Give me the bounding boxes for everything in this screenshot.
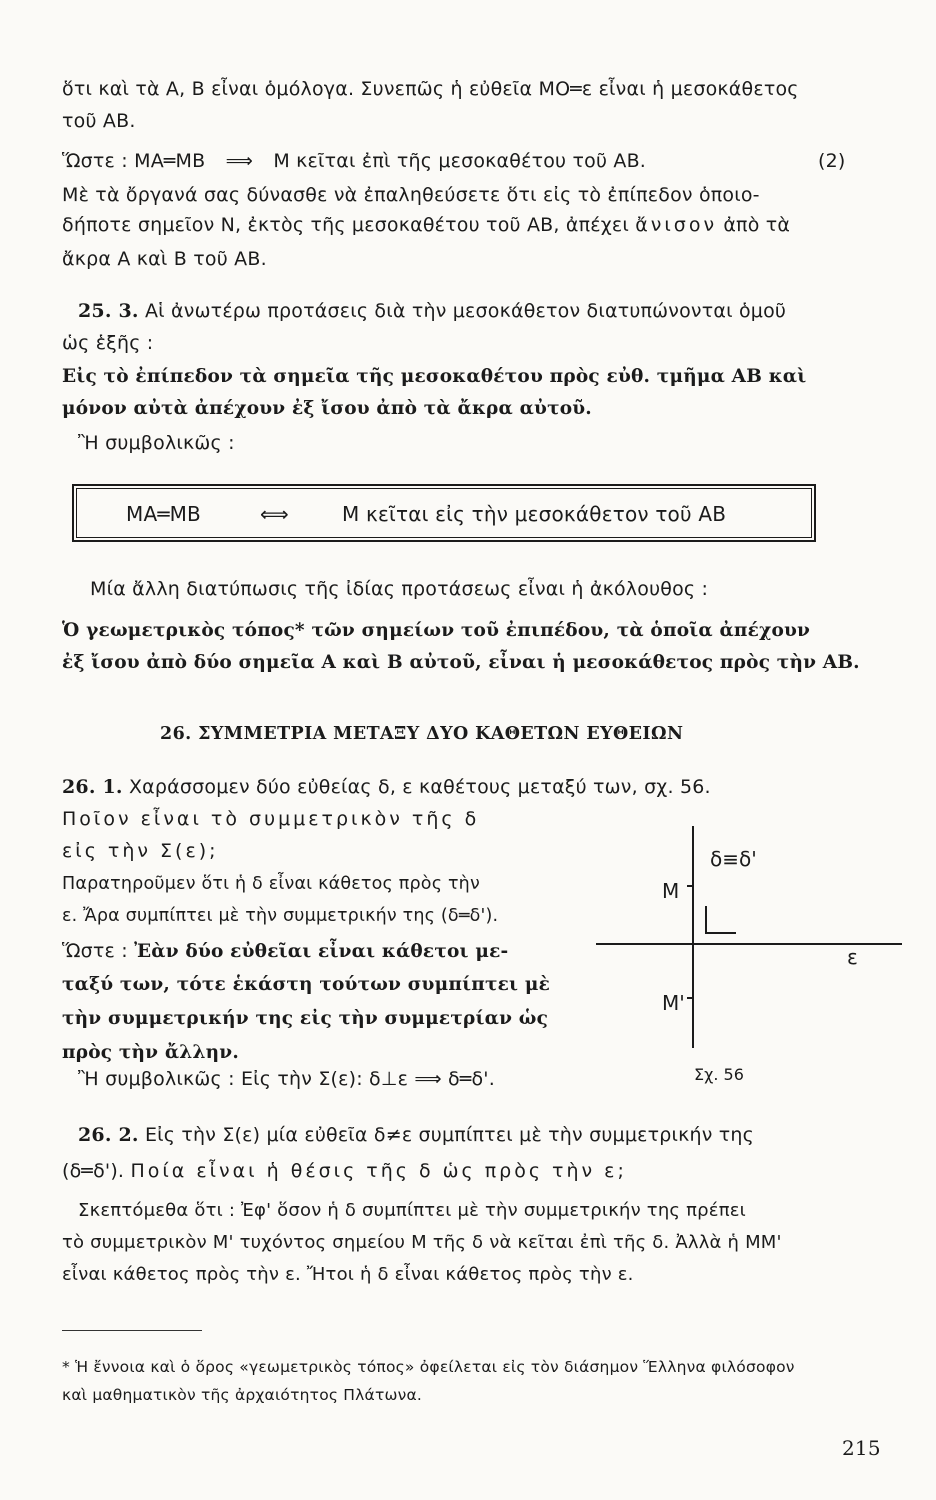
equation-number: (2)	[818, 150, 846, 172]
bold-statement: ἐξ ἴσου ἀπὸ δύο σημεῖα Α καὶ Β αὐτοῦ, εἶναι ἡ μεσοκάθετος πρὸς τὴν ΑΒ.	[62, 652, 860, 673]
section-number: 26. 1.	[62, 776, 123, 798]
text-line: ἄκρα Α καὶ Β τοῦ ΑΒ.	[62, 248, 267, 270]
text-line: Μὲ τὰ ὄργανά σας δύνασθε νὰ ἐπαληθεύσετε ὅτι εἰς τὸ ἐπίπεδον ὁποιο-	[62, 184, 760, 206]
text-segment: ἀπὸ τὰ	[723, 214, 791, 236]
text-line	[62, 214, 790, 236]
page-number: 215	[842, 1436, 881, 1460]
figure-caption: Σχ. 56	[694, 1065, 744, 1084]
figure-56	[596, 826, 908, 1088]
text-segment: δήποτε σημεῖον Ν, ἐκτὸς τῆς μεσοκαθέτου τοῦ ΑΒ, ἀπέχει	[62, 214, 629, 236]
section-number: 25. 3.	[78, 300, 139, 322]
text-line	[62, 940, 508, 962]
statement: Μ κεῖται ἐπὶ τῆς μεσοκαθέτου τοῦ ΑΒ.	[273, 150, 647, 172]
text-line	[62, 150, 646, 172]
text-line: ὅτι καὶ τὰ Α, Β εἶναι ὁμόλογα. Συνεπῶς ἡ εὐθεῖα ΜΟ═ε εἶναι ἡ μεσοκάθετος	[62, 78, 799, 100]
spaced-question: εἰς τὴν Σ(ε);	[62, 840, 219, 862]
text-line: Ἢ συμβολικῶς :	[78, 432, 235, 454]
label-M: Μ	[662, 879, 680, 903]
footnote-line: * Ἡ ἔννοια καὶ ὁ ὅρος «γεωμετρικὸς τόπος» ὀφείλεται εἰς τὸν διάσημον Ἕλληνα φιλόσοφον	[62, 1358, 795, 1376]
text-line: ε. Ἄρα συμπίπτει μὲ τὴν συμμετρικήν της (δ═δ').	[62, 906, 499, 926]
text-line: Ἢ συμβολικῶς : Εἰς τὴν Σ(ε): δ⊥ε ⟹ δ═δ'.	[78, 1068, 495, 1090]
bold-statement: ταξύ των, τότε ἑκάστη τούτων συμπίπτει μὲ	[62, 974, 551, 995]
footnote-line: καὶ μαθηματικὸν τῆς ἀρχαιότητος Πλάτωνα.	[62, 1386, 423, 1404]
text-segment: (δ═δ').	[62, 1160, 125, 1182]
equivalence-box	[72, 484, 816, 542]
text-segment: Αἱ ἀνωτέρω προτάσεις διὰ τὴν μεσοκάθετον διατυπώνονται ὁμοῦ	[144, 300, 787, 322]
statement: Μ κεῖται εἰς τὴν μεσοκάθετον τοῦ ΑΒ	[342, 502, 727, 526]
text-line	[78, 1124, 754, 1146]
iff-arrow: ⟺	[260, 502, 289, 526]
text-line	[62, 1160, 627, 1182]
section-number: 26. 2.	[78, 1124, 139, 1146]
text-line: Σκεπτόμεθα ὅτι : Ἐφ' ὅσον ἡ δ συμπίπτει μὲ τὴν συμμετρικήν της πρέπει	[78, 1200, 746, 1221]
implies-arrow: ⟹	[225, 150, 254, 172]
label-M-prime: Μ'	[662, 991, 685, 1015]
bold-statement: Εἰς τὸ ἐπίπεδον τὰ σημεῖα τῆς μεσοκαθέτου πρὸς εὐθ. τμῆμα ΑΒ καὶ	[62, 366, 807, 387]
bold-statement: πρὸς τὴν ἄλλην.	[62, 1042, 239, 1063]
section-heading: 26. ΣΥΜΜΕΤΡΙΑ ΜΕΤΑΞΥ ΔΥΟ ΚΑΘΕΤΩΝ ΕΥΘΕΙΩΝ	[160, 724, 684, 744]
equation: ΜΑ═ΜΒ	[126, 502, 201, 526]
label-epsilon: ε	[847, 945, 858, 969]
text-line: Παρατηροῦμεν ὅτι ἡ δ εἶναι κάθετος πρὸς τὴν	[62, 874, 480, 894]
text-segment: Εἰς τὴν Σ(ε) μία εὐθεῖα δ≠ε συμπίπτει μὲ τὴν συμμετρικήν της	[144, 1124, 755, 1146]
text-line: Μία ἄλλη διατύπωσις τῆς ἰδίας προτάσεως εἶναι ἡ ἀκόλουθος :	[90, 578, 709, 600]
bold-statement: Ἐὰν δύο εὐθεῖαι εἶναι κάθετοι με-	[134, 941, 509, 962]
text-line	[78, 300, 786, 322]
bold-statement: τὴν συμμετρικήν της εἰς τὴν συμμετρίαν ὡς	[62, 1008, 549, 1029]
text-segment: Ὥστε :	[62, 940, 128, 962]
bold-statement: μόνον αὐτὰ ἀπέχουν ἐξ ἴσου ἀπὸ τὰ ἄκρα αὐτοῦ.	[62, 398, 592, 419]
bold-statement: Ὁ γεωμετρικὸς τόπος* τῶν σημείων τοῦ ἐπιπέδου, τὰ ὁποῖα ἀπέχουν	[62, 620, 811, 641]
spaced-question: Ποία εἶναι ἡ θέσις τῆς δ ὡς πρὸς τὴν ε;	[130, 1160, 627, 1182]
text-segment: Χαράσσομεν δύο εὐθείας δ, ε καθέτους μεταξύ των, σχ. 56.	[128, 776, 711, 798]
footnote-rule	[62, 1330, 202, 1331]
text-line: ὡς ἑξῆς :	[62, 332, 154, 354]
spaced-word: ἄνισον	[635, 214, 718, 236]
right-angle-mark	[706, 906, 736, 933]
label-delta-delta-prime: δ≡δ'	[710, 847, 757, 871]
spaced-question: Ποῖον εἶναι τὸ συμμετρικὸν τῆς δ	[62, 808, 480, 830]
text-line: τοῦ ΑΒ.	[62, 110, 136, 132]
text-line: εἶναι κάθετος πρὸς τὴν ε. Ἤτοι ἡ δ εἶναι κάθετος πρὸς τὴν ε.	[62, 1264, 634, 1285]
text-line: τὸ συμμετρικὸν Μ' τυχόντος σημείου Μ τῆς δ νὰ κεῖται ἐπὶ τῆς δ. Ἀλλὰ ἡ ΜΜ'	[62, 1232, 782, 1253]
text-line	[62, 776, 711, 798]
equation: Ὥστε : ΜΑ═ΜΒ	[62, 150, 206, 172]
